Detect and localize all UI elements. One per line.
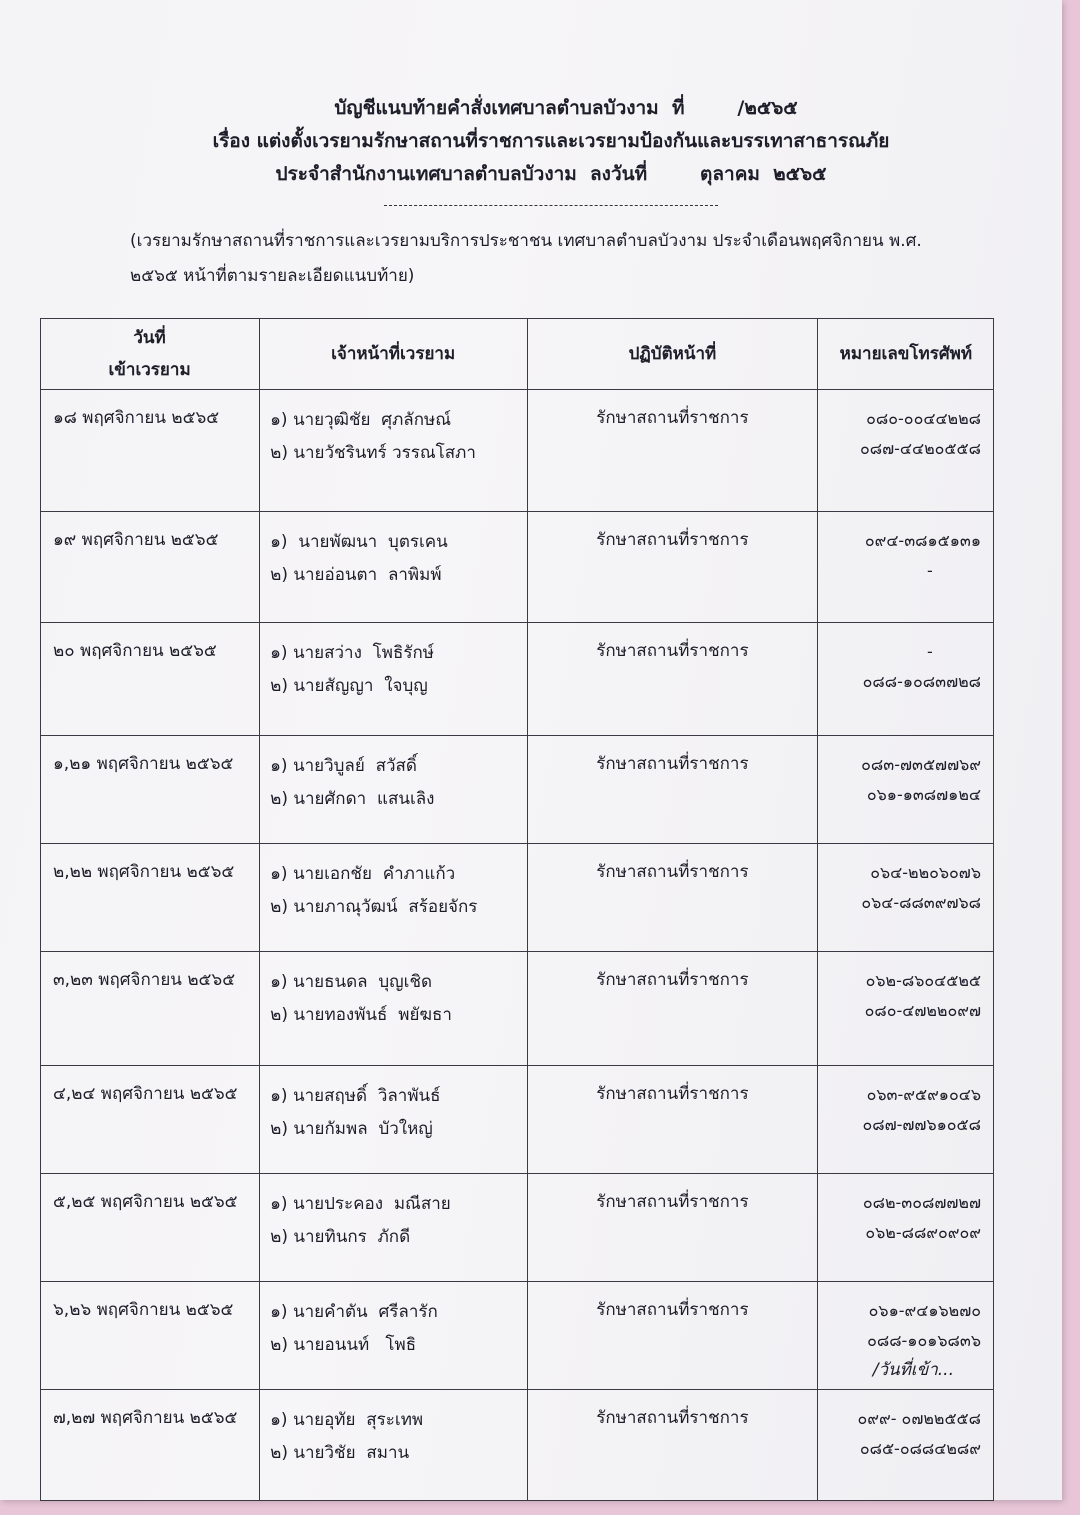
officer-2: ๒) นายทินกร ภักดี: [270, 1227, 411, 1247]
header-office-date: ประจำสำนักงานเทศบาลตำบลบัวงาม ลงวันที่ ตุลาคม ๒๕๖๕: [275, 163, 827, 185]
table-row: [41, 844, 994, 952]
phone-2: ๐๘๘-๑๐๘๓๗๒๘: [862, 672, 981, 691]
officer-1: ๑) นายวุฒิชัย ศุภลักษณ์: [270, 410, 451, 430]
phone-2: ๐๘๐-๔๗๒๒๐๙๗: [864, 1001, 981, 1020]
table-row: [41, 1282, 994, 1390]
phone-1: -: [926, 642, 933, 661]
officer-2: ๒) นายภาณุวัฒน์ สร้อยจักร: [270, 897, 478, 917]
cell-phones: [817, 844, 993, 952]
officer-1: ๑) นายเอกชัย คำภาแก้ว: [270, 864, 456, 884]
officer-1: ๑) นายอุทัย สุระเทพ: [270, 1410, 424, 1430]
phone-1: ๐๙๔-๓๘๑๕๑๓๑: [864, 531, 981, 550]
table-row: [41, 1174, 994, 1282]
officer-1: ๑) นายธนดล บุญเชิด: [270, 972, 433, 992]
cell-phones: [817, 952, 993, 1066]
cell-officers: [260, 844, 528, 952]
header-divider: [384, 205, 718, 206]
phone-1: ๐๘๐-๐๐๔๔๒๒๘: [866, 409, 981, 428]
duty-roster-table: [40, 318, 994, 1501]
phone-2: ๐๘๕-๐๘๘๔๒๘๙: [859, 1439, 981, 1458]
cell-date: ๗,๒๗ พฤศจิกายน ๒๕๖๕: [41, 1390, 260, 1501]
cell-phones: [817, 512, 993, 623]
cell-phones: [817, 1066, 993, 1174]
officer-1: ๑) นายวิบูลย์ สวัสดิ์: [270, 756, 417, 776]
cell-officers: [260, 952, 528, 1066]
table-row: [41, 623, 994, 736]
table-row: [41, 952, 994, 1066]
officer-1: ๑) นายพัฒนา บุตรเคน: [270, 532, 448, 552]
phone-2: ๐๖๔-๘๘๓๙๗๖๘: [861, 893, 981, 912]
table-row: [41, 1390, 994, 1501]
cell-date: ๒,๒๒ พฤศจิกายน ๒๕๖๕: [41, 844, 260, 952]
cell-officers: [260, 512, 528, 623]
cell-duty: รักษาสถานที่ราชการ: [528, 1390, 818, 1501]
phone-1: ๐๙๙- ๐๗๒๒๕๕๘: [857, 1409, 981, 1428]
cell-phones: [817, 623, 993, 736]
phone-1: ๐๖๒-๘๖๐๔๕๒๕: [865, 971, 981, 990]
phone-2: ๐๘๗-๗๗๖๑๐๕๘: [862, 1115, 981, 1134]
officer-2: ๒) นายอนนท์ โพธิ: [270, 1335, 417, 1355]
cell-phones: [817, 1174, 993, 1282]
officer-1: ๑) นายสฤษดิ์ วิลาพันธ์: [270, 1086, 441, 1106]
officer-2: ๒) นายวิชัย สมาน: [270, 1443, 410, 1463]
cell-date: ๓,๒๓ พฤศจิกายน ๒๕๖๕: [41, 952, 260, 1066]
cell-phones: [817, 1390, 993, 1501]
header-date-line-1: วันที่: [133, 328, 166, 348]
cell-officers: [260, 1390, 528, 1501]
header-officer: เจ้าหน้าที่เวรยาม: [260, 319, 528, 390]
phone-1: ๐๘๓-๗๓๕๗๗๖๙: [861, 755, 981, 774]
officer-2: ๒) นายอ่อนตา ลาพิมพ์: [270, 565, 442, 585]
phone-1: ๐๖๔-๒๒๐๖๐๗๖: [870, 863, 981, 882]
intro-line-1: (เวรยามรักษาสถานที่ราชการและเวรยามบริการประชาชน เทศบาลตำบลบัวงาม ประจำเดือนพฤศจิกายน พ.ศ.: [130, 231, 922, 251]
table-row: [41, 390, 994, 512]
header-duty: ปฏิบัติหน้าที่: [528, 319, 818, 390]
continuation-note: /วันที่เข้า...: [872, 1360, 954, 1380]
officer-2: ๒) นายสัญญา ใจบุญ: [270, 676, 428, 696]
table-header-row: [41, 319, 994, 390]
header-date: [41, 319, 260, 390]
cell-phones: [817, 390, 993, 512]
cell-officers: [260, 390, 528, 512]
cell-date: ๕,๒๕ พฤศจิกายน ๒๕๖๕: [41, 1174, 260, 1282]
header-subject: เรื่อง แต่งตั้งเวรยามรักษาสถานที่ราชการและเวรยามป้องกันและบรรเทาสาธารณภัย: [212, 130, 890, 152]
cell-date: ๑๙ พฤศจิกายน ๒๕๖๕: [41, 512, 260, 623]
officer-1: ๑) นายประคอง มณีสาย: [270, 1194, 451, 1214]
cell-officers: [260, 736, 528, 844]
intro-paragraph: [130, 224, 950, 294]
phone-1: ๐๖๑-๙๔๑๖๒๗๐: [868, 1301, 981, 1320]
cell-date: ๖,๒๖ พฤศจิกายน ๒๕๖๕: [41, 1282, 260, 1390]
officer-2: ๒) นายกัมพล บัวใหญ่: [270, 1119, 433, 1139]
phone-2: -: [926, 561, 933, 580]
table-row: [41, 512, 994, 623]
cell-date: ๑,๒๑ พฤศจิกายน ๒๕๖๕: [41, 736, 260, 844]
cell-duty: รักษาสถานที่ราชการ: [528, 1174, 818, 1282]
officer-2: ๒) นายศักดา แสนเลิง: [270, 789, 435, 809]
cell-officers: [260, 1066, 528, 1174]
header-phone: หมายเลขโทรศัพท์: [817, 319, 993, 390]
officer-2: ๒) นายวัชรินทร์ วรรณโสภา: [270, 443, 476, 463]
cell-officers: [260, 1282, 528, 1390]
header-date-line-2: เข้าเวรยาม: [108, 360, 191, 380]
phone-2: ๐๖๒-๘๘๙๐๙๐๙: [865, 1223, 981, 1242]
officer-1: ๑) นายสว่าง โพธิรักษ์: [270, 643, 435, 663]
cell-duty: รักษาสถานที่ราชการ: [528, 390, 818, 512]
phone-1: ๐๖๓-๙๕๙๑๐๔๖: [866, 1085, 981, 1104]
table-row: [41, 1066, 994, 1174]
cell-date: ๒๐ พฤศจิกายน ๒๕๖๕: [41, 623, 260, 736]
cell-duty: รักษาสถานที่ราชการ: [528, 623, 818, 736]
cell-duty: รักษาสถานที่ราชการ: [528, 1282, 818, 1390]
intro-line-2: ๒๕๖๕ หน้าที่ตามรายละเอียดแนบท้าย): [130, 266, 415, 286]
cell-date: ๔,๒๔ พฤศจิกายน ๒๕๖๕: [41, 1066, 260, 1174]
cell-duty: รักษาสถานที่ราชการ: [528, 736, 818, 844]
officer-2: ๒) นายทองพันธ์ พยัฆธา: [270, 1005, 452, 1025]
phone-2: ๐๘๘-๑๐๑๖๘๓๖: [867, 1331, 981, 1350]
table-row: [41, 736, 994, 844]
phone-2: ๐๖๑-๑๓๘๗๑๒๔: [866, 785, 981, 804]
cell-phones: [817, 736, 993, 844]
cell-duty: รักษาสถานที่ราชการ: [528, 952, 818, 1066]
cell-duty: รักษาสถานที่ราชการ: [528, 1066, 818, 1174]
cell-duty: รักษาสถานที่ราชการ: [528, 512, 818, 623]
officer-1: ๑) นายคำตัน ศรีลารัก: [270, 1302, 438, 1322]
phone-2: ๐๘๗-๔๔๒๐๕๕๘: [859, 439, 981, 458]
cell-duty: รักษาสถานที่ราชการ: [528, 844, 818, 952]
header-title: บัญชีแนบท้ายคำสั่งเทศบาลตำบลบัวงาม ที่ /๒๕๖๕: [334, 97, 798, 119]
phone-1: ๐๘๒-๓๐๘๗๗๒๗: [862, 1193, 981, 1212]
cell-officers: [260, 1174, 528, 1282]
cell-date: ๑๘ พฤศจิกายน ๒๕๖๕: [41, 390, 260, 512]
document-header: [0, 92, 1062, 191]
cell-officers: [260, 623, 528, 736]
